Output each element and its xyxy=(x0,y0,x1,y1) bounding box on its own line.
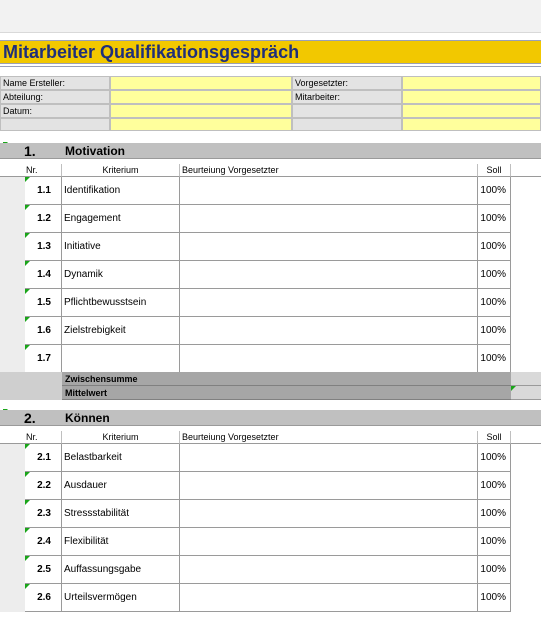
row-number: 2.6 xyxy=(37,592,51,603)
info-grid xyxy=(0,76,541,131)
beurteilung-input[interactable] xyxy=(180,556,478,584)
kriterium-cell: Stressstabilität xyxy=(62,500,180,528)
nr-cell xyxy=(25,556,62,584)
nr-cell xyxy=(25,261,62,289)
soll-cell: 100% xyxy=(478,345,511,373)
soll-cell: 100% xyxy=(478,584,511,612)
toolbar-strip xyxy=(0,0,541,33)
beurteilung-input[interactable] xyxy=(180,345,478,373)
soll-cell: 100% xyxy=(478,233,511,261)
mittelwert-label: Mittelwert xyxy=(62,386,511,400)
row-number: 2.4 xyxy=(37,536,51,547)
label-vorgesetzter: Vorgesetzter: xyxy=(292,76,402,90)
soll-cell: 100% xyxy=(478,528,511,556)
table-row xyxy=(0,205,541,233)
row-margin xyxy=(0,528,25,556)
row-margin xyxy=(0,556,25,584)
table-row xyxy=(0,444,541,472)
col-header-beurteilung: Beurteiung Vorgesetzter xyxy=(180,164,478,177)
row-number: 2.1 xyxy=(37,452,51,463)
label-datum: Datum: xyxy=(0,104,110,118)
label-mitarbeiter: Mitarbeiter: xyxy=(292,90,402,104)
col-header-kriterium: Kriterium xyxy=(62,164,180,177)
soll-cell: 100% xyxy=(478,205,511,233)
zwischensumme-label: Zwischensumme xyxy=(62,372,511,386)
table-row xyxy=(0,289,541,317)
kriterium-cell: Urteilsvermögen xyxy=(62,584,180,612)
kriterium-cell: Ausdauer xyxy=(62,472,180,500)
row-margin xyxy=(0,472,25,500)
kriterium-cell: Flexibilität xyxy=(62,528,180,556)
table-row xyxy=(0,261,541,289)
comment-marker-icon xyxy=(511,386,516,391)
soll-cell: 100% xyxy=(478,317,511,345)
table-row xyxy=(0,317,541,345)
beurteilung-input[interactable] xyxy=(180,584,478,612)
nr-cell xyxy=(25,177,62,205)
section-number: 2. xyxy=(24,410,36,426)
mittelwert-row xyxy=(0,386,541,400)
col-header-empty xyxy=(511,164,541,177)
section-title: Können xyxy=(65,411,110,425)
empty-input-cell[interactable] xyxy=(402,104,541,118)
input-vorgesetzter[interactable] xyxy=(402,76,541,90)
row-number: 1.4 xyxy=(37,269,51,280)
row-margin xyxy=(0,584,25,612)
beurteilung-input[interactable] xyxy=(180,317,478,345)
beurteilung-input[interactable] xyxy=(180,205,478,233)
soll-cell: 100% xyxy=(478,177,511,205)
table-row xyxy=(0,177,541,205)
zwischensumme-row xyxy=(0,372,541,386)
beurteilung-input[interactable] xyxy=(180,528,478,556)
row-number: 2.5 xyxy=(37,564,51,575)
table-row xyxy=(0,528,541,556)
column-header-row xyxy=(0,164,541,177)
kriterium-cell: Identifikation xyxy=(62,177,180,205)
kriterium-cell: Pflichtbewusstsein xyxy=(62,289,180,317)
row-number: 1.7 xyxy=(37,353,51,364)
soll-cell: 100% xyxy=(478,500,511,528)
row-margin xyxy=(0,261,25,289)
col-header-nr: Nr. xyxy=(0,164,62,177)
title-divider xyxy=(0,66,541,68)
beurteilung-input[interactable] xyxy=(180,233,478,261)
row-margin xyxy=(0,444,25,472)
section-header-motivation xyxy=(0,143,541,159)
title-bar xyxy=(0,40,541,64)
input-name-ersteller[interactable] xyxy=(110,76,292,90)
nr-cell xyxy=(25,528,62,556)
section-title: Motivation xyxy=(65,144,125,158)
row-number: 1.5 xyxy=(37,297,51,308)
input-mitarbeiter[interactable] xyxy=(402,90,541,104)
soll-cell: 100% xyxy=(478,556,511,584)
beurteilung-input[interactable] xyxy=(180,500,478,528)
nr-cell xyxy=(25,289,62,317)
row-margin xyxy=(0,233,25,261)
kriterium-cell: Engagement xyxy=(62,205,180,233)
col-header-nr: Nr. xyxy=(0,431,62,444)
beurteilung-input[interactable] xyxy=(180,261,478,289)
nr-cell xyxy=(25,205,62,233)
empty-input-cell[interactable] xyxy=(402,118,541,131)
nr-cell xyxy=(25,317,62,345)
kriterium-cell: Auffassungsgabe xyxy=(62,556,180,584)
row-margin xyxy=(0,345,25,373)
nr-cell xyxy=(25,233,62,261)
nr-cell xyxy=(25,345,62,373)
row-number: 2.2 xyxy=(37,480,51,491)
row-number: 1.2 xyxy=(37,213,51,224)
empty-input-cell[interactable] xyxy=(110,118,292,131)
section-number: 1. xyxy=(24,143,36,159)
empty-label-cell xyxy=(292,118,402,131)
kriterium-cell: Zielstrebigkeit xyxy=(62,317,180,345)
section-header-koennen xyxy=(0,410,541,426)
row-margin xyxy=(0,289,25,317)
row-margin xyxy=(0,317,25,345)
table-row xyxy=(0,233,541,261)
col-header-soll: Soll xyxy=(478,431,511,444)
row-margin xyxy=(0,500,25,528)
row-number: 1.6 xyxy=(37,325,51,336)
row-margin xyxy=(0,177,25,205)
table-row xyxy=(0,584,541,612)
beurteilung-input[interactable] xyxy=(180,444,478,472)
soll-cell: 100% xyxy=(478,289,511,317)
kriterium-cell: Dynamik xyxy=(62,261,180,289)
nr-cell xyxy=(25,444,62,472)
beurteilung-input[interactable] xyxy=(180,289,478,317)
column-header-row xyxy=(0,431,541,444)
kriterium-cell: Initiative xyxy=(62,233,180,261)
label-abteilung: Abteilung: xyxy=(0,90,110,104)
row-number: 2.3 xyxy=(37,508,51,519)
table-row xyxy=(0,472,541,500)
col-header-empty xyxy=(511,431,541,444)
table-row xyxy=(0,556,541,584)
row-number: 1.3 xyxy=(37,241,51,252)
table-row xyxy=(0,345,541,373)
beurteilung-input[interactable] xyxy=(180,177,478,205)
soll-cell: 100% xyxy=(478,472,511,500)
table-row xyxy=(0,500,541,528)
input-datum[interactable] xyxy=(110,104,292,118)
beurteilung-input[interactable] xyxy=(180,472,478,500)
page-title: Mitarbeiter Qualifikationsgespräch xyxy=(3,42,300,62)
kriterium-cell xyxy=(62,345,180,373)
nr-cell xyxy=(25,472,62,500)
row-margin xyxy=(0,205,25,233)
kriterium-cell: Belastbarkeit xyxy=(62,444,180,472)
empty-label-cell xyxy=(0,118,110,131)
soll-cell: 100% xyxy=(478,444,511,472)
nr-cell xyxy=(25,500,62,528)
empty-label-cell xyxy=(292,104,402,118)
row-number: 1.1 xyxy=(37,185,51,196)
col-header-soll: Soll xyxy=(478,164,511,177)
soll-cell: 100% xyxy=(478,261,511,289)
label-name-ersteller: Name Ersteller: xyxy=(0,76,110,90)
col-header-kriterium: Kriterium xyxy=(62,431,180,444)
col-header-beurteilung: Beurteiung Vorgesetzter xyxy=(180,431,478,444)
nr-cell xyxy=(25,584,62,612)
input-abteilung[interactable] xyxy=(110,90,292,104)
